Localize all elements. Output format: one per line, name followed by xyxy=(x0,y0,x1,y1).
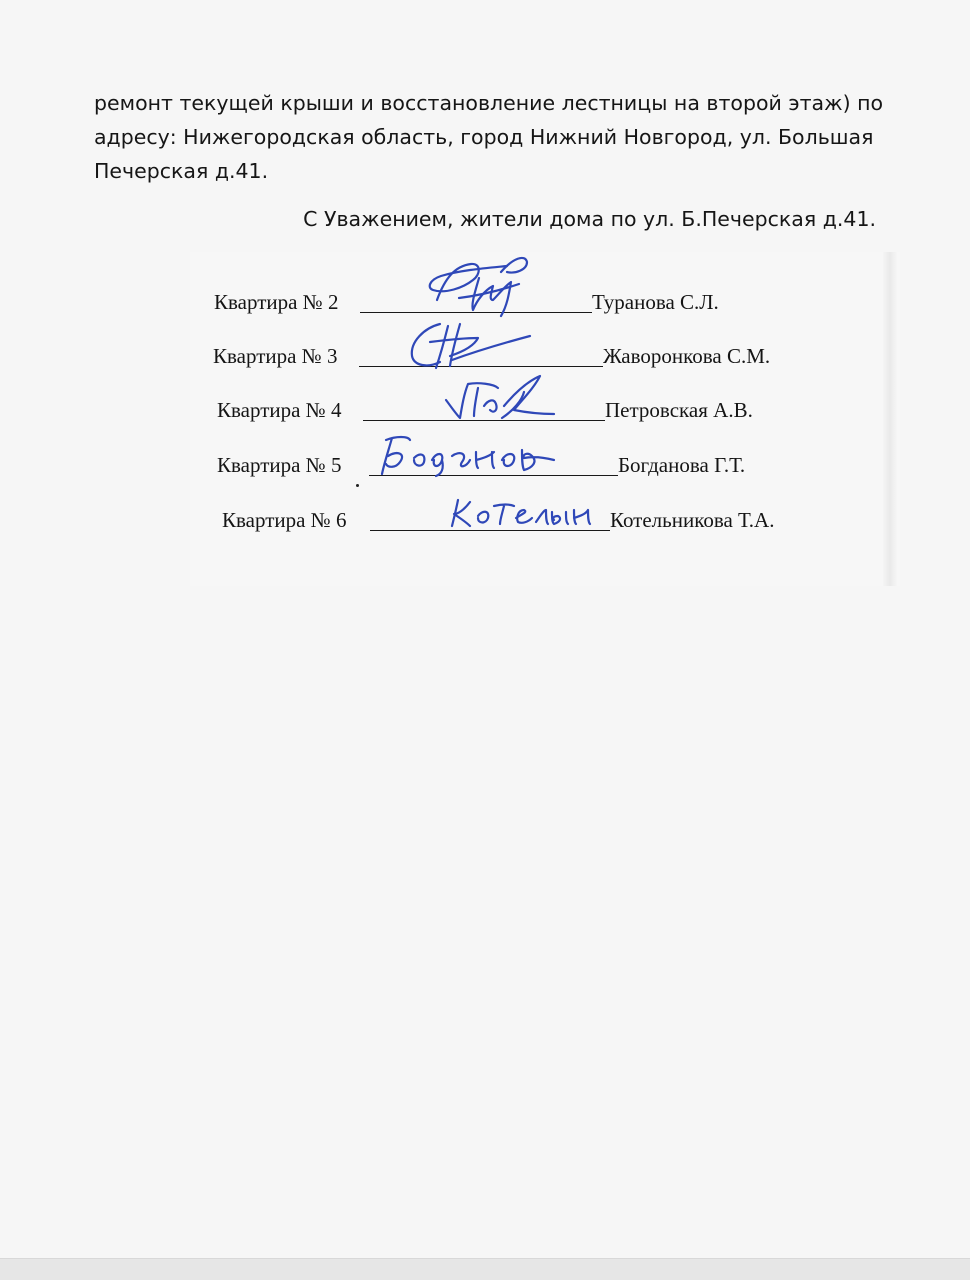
signature-zhavoronkova xyxy=(400,316,540,376)
resident-name: Жаворонкова С.М. xyxy=(603,344,771,368)
apartment-label: Квартира № 4 xyxy=(217,398,342,422)
resident-name: Котельникова Т.А. xyxy=(610,508,775,532)
viewer-bottom-bar xyxy=(0,1258,970,1280)
signature-petrovskaya xyxy=(438,370,558,426)
signature-bogdanova xyxy=(370,428,570,480)
signature-kotelnikova xyxy=(448,492,598,536)
resident-name: Туранова С.Л. xyxy=(592,290,719,314)
stray-dot xyxy=(356,484,359,487)
apartment-label: Квартира № 3 xyxy=(213,344,338,368)
resident-name: Петровская А.В. xyxy=(605,398,753,422)
signature-turanova xyxy=(415,250,545,320)
scan-edge-shadow xyxy=(883,252,897,586)
apartment-label: Квартира № 6 xyxy=(222,508,347,532)
body-paragraph: ремонт текущей крыши и восстановление лестницы на второй этаж) по адресу: Нижегородская область, город Нижний Новгород, ул. Большая Печерская д.41. xyxy=(94,91,884,183)
resident-name: Богданова Г.Т. xyxy=(618,453,746,477)
apartment-label: Квартира № 5 xyxy=(217,453,342,477)
apartment-label: Квартира № 2 xyxy=(214,290,339,314)
closing-line: С Уважением, жители дома по ул. Б.Печерская д.41. xyxy=(303,207,876,231)
